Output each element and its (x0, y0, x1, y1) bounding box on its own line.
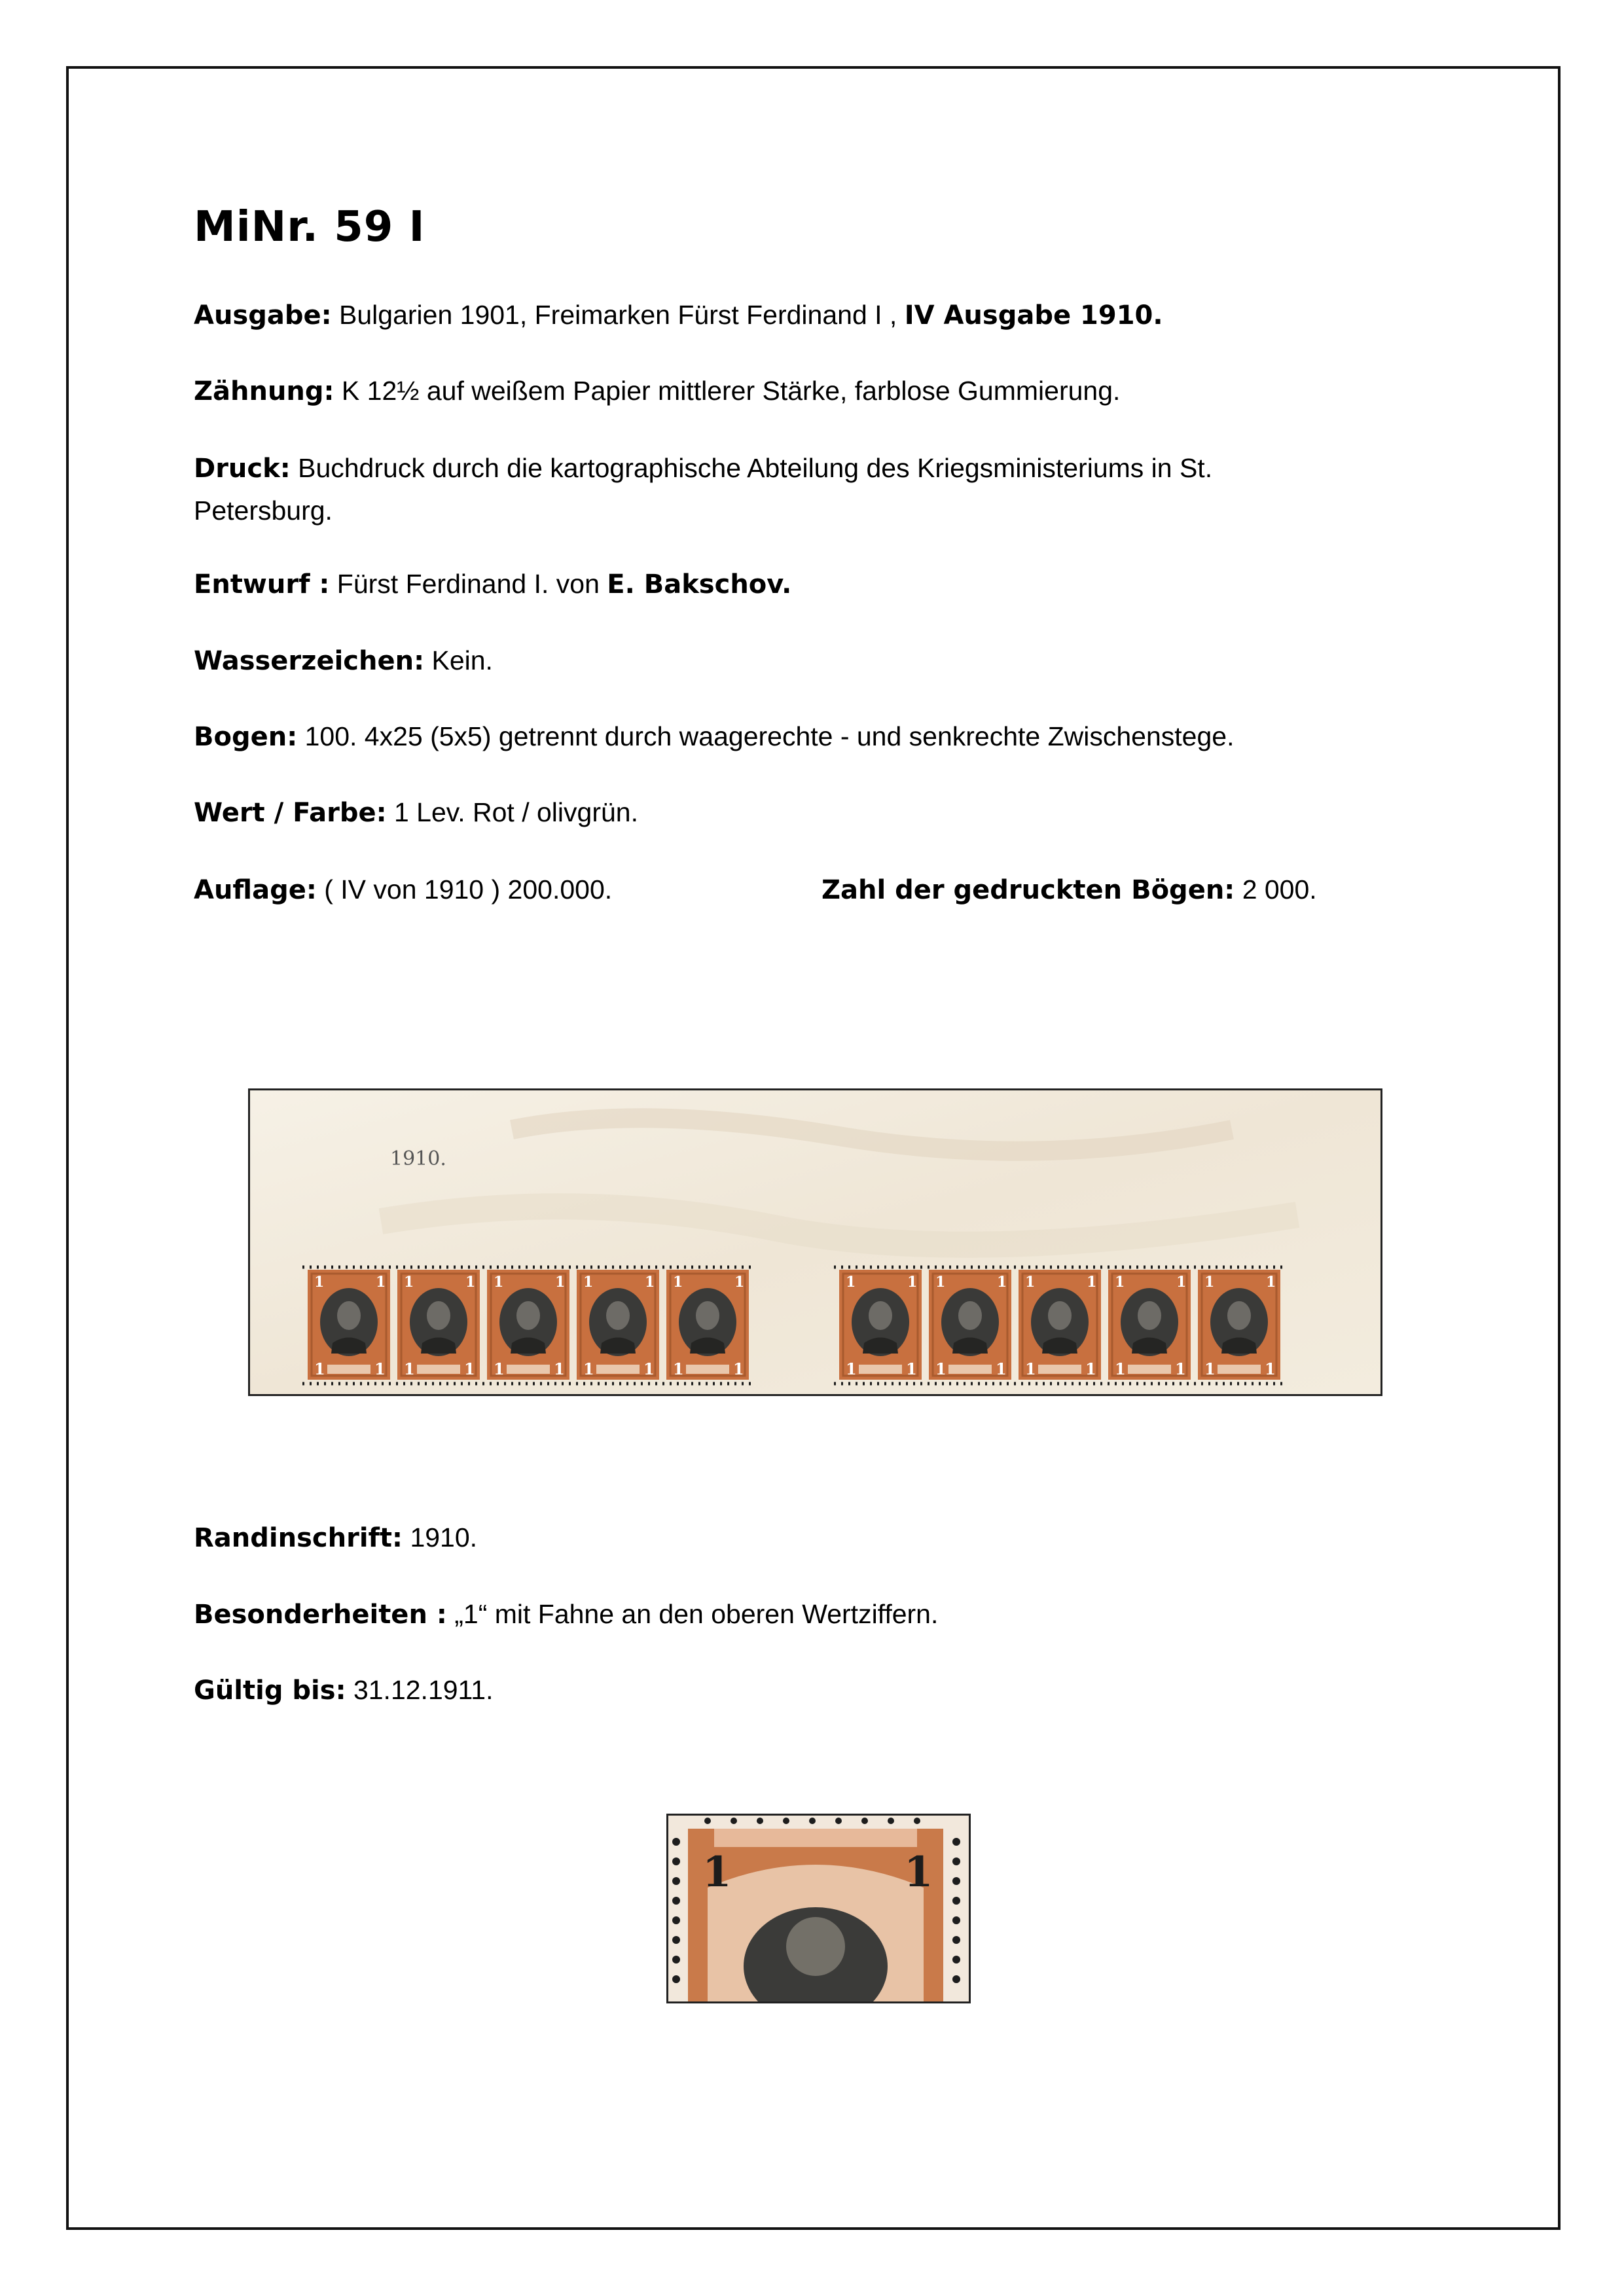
entwurf-value: Fürst Ferdinand I. von (329, 569, 607, 599)
zaehnung-value: K 12½ auf weißem Papier mittlerer Stärke, farblose Gummierung. (334, 376, 1121, 406)
stamp-2 (397, 1270, 480, 1380)
page-title: MiNr. 59 I (194, 203, 425, 251)
ausgabe-bold: IV Ausgabe 1910. (904, 300, 1163, 331)
randinschrift-line (194, 1516, 477, 1560)
wert-value: 1 Lev. Rot / olivgrün. (386, 797, 638, 827)
wasserzeichen-value: Kein. (424, 645, 493, 675)
bogen-label: Bogen: (194, 722, 298, 752)
gueltig-line (194, 1668, 494, 1712)
gueltig-value: 31.12.1911. (346, 1675, 494, 1705)
stamp-strip-svg (250, 1090, 1380, 1394)
druck-label: Druck: (194, 454, 291, 484)
randinschrift-value: 1910. (403, 1522, 478, 1552)
stamp-7 (929, 1270, 1011, 1380)
detail-figure-right: 1 (904, 1848, 933, 1897)
ausgabe-label: Ausgabe: (194, 300, 332, 331)
stamp-strip-image (248, 1088, 1382, 1396)
auflage-value: ( IV von 1910 ) 200.000. (316, 874, 613, 905)
zaehnung-line (194, 369, 1120, 413)
zahl-label: Zahl der gedruckten Bögen: (821, 875, 1235, 905)
besonderheiten-label: Besonderheiten : (194, 1600, 447, 1630)
gueltig-label: Gültig bis: (194, 1676, 346, 1706)
randinschrift-label: Randinschrift: (194, 1523, 403, 1553)
stamp-8 (1019, 1270, 1101, 1380)
zaehnung-label: Zähnung: (194, 376, 334, 406)
stamp-5 (666, 1270, 749, 1380)
entwurf-bold: E. Bakschov. (607, 569, 792, 600)
druck-line-2 (194, 489, 333, 532)
zahl-value: 2 000. (1235, 874, 1317, 905)
stamp-9 (1108, 1270, 1191, 1380)
stamp-4 (577, 1270, 659, 1380)
ausgabe-value: Bulgarien 1901, Freimarken Fürst Ferdinand I , (331, 300, 905, 330)
detail-figure-left: 1 (702, 1848, 732, 1897)
wert-label: Wert / Farbe: (194, 798, 387, 828)
stamp-6 (839, 1270, 922, 1380)
druck-value-2: Petersburg. (194, 495, 333, 526)
entwurf-label: Entwurf : (194, 569, 330, 600)
auflage-label: Auflage: (194, 875, 317, 905)
stamp-detail-image (666, 1814, 971, 2003)
bogen-line (194, 715, 1234, 759)
besonderheiten-line (194, 1592, 938, 1636)
zahl-line (821, 868, 1317, 912)
wasserzeichen-label: Wasserzeichen: (194, 646, 425, 676)
entwurf-line (194, 562, 791, 606)
ausgabe-line (194, 293, 1163, 337)
stamp-1 (308, 1270, 390, 1380)
besonderheiten-value: „1“ mit Fahne an den oberen Wertziffern. (446, 1599, 939, 1629)
stamp-detail-svg (668, 1816, 969, 2001)
wasserzeichen-line (194, 639, 493, 683)
druck-line (194, 446, 1212, 490)
druck-value: Buchdruck durch die kartographische Abteilung des Kriegsministeriums in St. (290, 453, 1213, 483)
stamp-3 (487, 1270, 569, 1380)
bogen-value: 100. 4x25 (5x5) getrennt durch waagerechte - und senkrechte Zwischenstege. (297, 721, 1235, 751)
auflage-line (194, 868, 612, 912)
wert-line (194, 791, 638, 834)
stamp-10 (1198, 1270, 1280, 1380)
margin-inscription: 1910. (390, 1147, 446, 1170)
